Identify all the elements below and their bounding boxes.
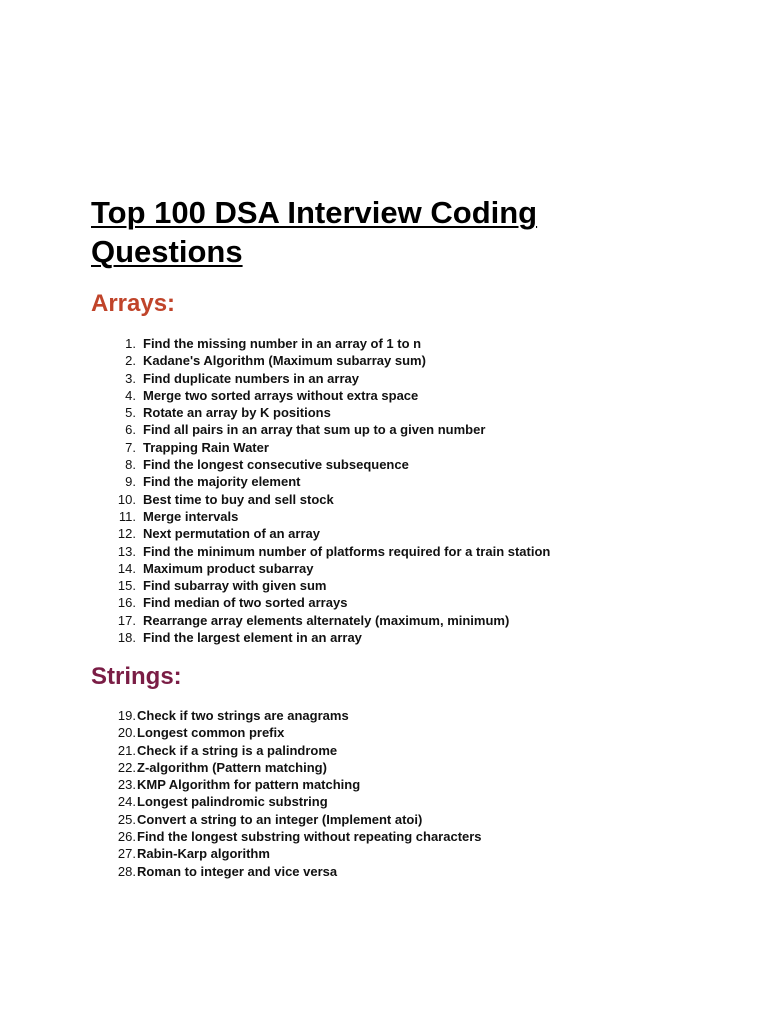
question-text: Z-algorithm (Pattern matching) — [137, 759, 327, 775]
list-item — [91, 629, 550, 646]
question-text: Find duplicate numbers in an array — [143, 370, 359, 386]
section-heading-strings: Strings: — [91, 663, 182, 690]
question-text: Merge two sorted arrays without extra space — [143, 387, 419, 403]
question-text: Rearrange array elements alternately (maximum, minimum) — [143, 612, 510, 628]
list-item — [91, 759, 482, 776]
list-item — [91, 421, 550, 438]
list-item — [91, 560, 550, 577]
question-number: 26. — [117, 829, 136, 845]
question-text: Find the largest element in an array — [143, 630, 362, 646]
question-text: Trapping Rain Water — [143, 439, 269, 455]
question-number: 11. — [118, 508, 136, 524]
list-item — [91, 335, 550, 352]
question-number: 18. — [117, 630, 136, 646]
question-number: 19. — [117, 708, 136, 723]
question-number: 12. — [117, 526, 136, 542]
list-item — [91, 776, 482, 793]
question-text: Find the longest substring without repeating characters — [137, 829, 482, 845]
question-number: 28. — [117, 863, 136, 879]
list-item — [91, 863, 482, 880]
list-item — [91, 612, 550, 629]
list-item — [91, 793, 482, 810]
list-item — [91, 742, 482, 759]
question-text: Kadane's Algorithm (Maximum subarray sum) — [143, 353, 426, 369]
question-number: 1. — [125, 336, 136, 351]
list-item — [91, 439, 550, 456]
question-number: 13. — [117, 543, 136, 559]
question-text: Rabin-Karp algorithm — [137, 846, 270, 862]
list-item — [91, 352, 550, 369]
list-item — [91, 828, 482, 845]
question-number: 22. — [117, 759, 136, 775]
question-text: Roman to integer and vice versa — [137, 863, 338, 879]
question-number: 4. — [125, 387, 136, 403]
list-item — [91, 370, 550, 387]
question-number: 10. — [117, 491, 136, 507]
question-text: Check if a string is a palindrome — [137, 742, 338, 758]
question-text: Find median of two sorted arrays — [143, 595, 348, 611]
strings-question-list — [91, 707, 482, 880]
list-item — [91, 724, 482, 741]
question-text: KMP Algorithm for pattern matching — [137, 777, 361, 793]
question-number: 3. — [125, 370, 136, 386]
question-text: Find the longest consecutive subsequence — [143, 457, 409, 473]
question-text: Find the minimum number of platforms required for a train station — [143, 543, 551, 559]
list-item — [91, 845, 482, 862]
list-item — [91, 473, 550, 490]
list-item — [91, 594, 550, 611]
question-text: Merge intervals — [143, 508, 239, 524]
list-item — [91, 525, 550, 542]
list-item — [91, 543, 550, 560]
list-item — [91, 491, 550, 508]
list-item — [91, 508, 550, 525]
question-text: Best time to buy and sell stock — [143, 491, 334, 507]
question-number: 9. — [125, 474, 136, 490]
question-text: Maximum product subarray — [143, 560, 314, 576]
question-text: Find subarray with given sum — [143, 578, 327, 594]
question-number: 6. — [125, 422, 136, 438]
document-title: Top 100 DSA Interview Coding Questions — [91, 195, 538, 269]
question-number: 17. — [117, 612, 136, 628]
question-number: 14. — [117, 560, 136, 576]
question-text: Find all pairs in an array that sum up to a given number — [143, 422, 486, 438]
list-item — [91, 456, 550, 473]
list-item — [91, 387, 550, 404]
question-number: 15. — [117, 578, 136, 594]
question-text: Rotate an array by K positions — [143, 405, 331, 421]
section-heading-arrays: Arrays: — [91, 290, 176, 317]
question-number: 16. — [117, 595, 136, 611]
question-number: 8. — [125, 457, 136, 473]
question-text: Longest palindromic substring — [137, 794, 328, 810]
question-text: Find the majority element — [143, 474, 301, 490]
question-text: Convert a string to an integer (Implement atoi) — [137, 811, 423, 827]
question-number: 23. — [117, 777, 136, 793]
question-text: Check if two strings are anagrams — [137, 708, 349, 723]
question-number: 25. — [117, 811, 136, 827]
question-number: 20. — [117, 725, 136, 741]
question-number: 5. — [125, 405, 136, 421]
question-number: 21. — [117, 742, 136, 758]
list-item — [91, 811, 482, 828]
question-text: Longest common prefix — [137, 725, 285, 741]
arrays-question-list — [91, 335, 550, 646]
question-text: Next permutation of an array — [143, 526, 320, 542]
list-item — [91, 404, 550, 421]
list-item — [91, 577, 550, 594]
question-number: 24. — [117, 794, 136, 810]
list-item — [91, 707, 482, 724]
question-text: Find the missing number in an array of 1 to n — [143, 336, 422, 351]
question-number: 27. — [117, 846, 136, 862]
question-number: 2. — [125, 353, 136, 369]
question-number: 7. — [125, 439, 136, 455]
